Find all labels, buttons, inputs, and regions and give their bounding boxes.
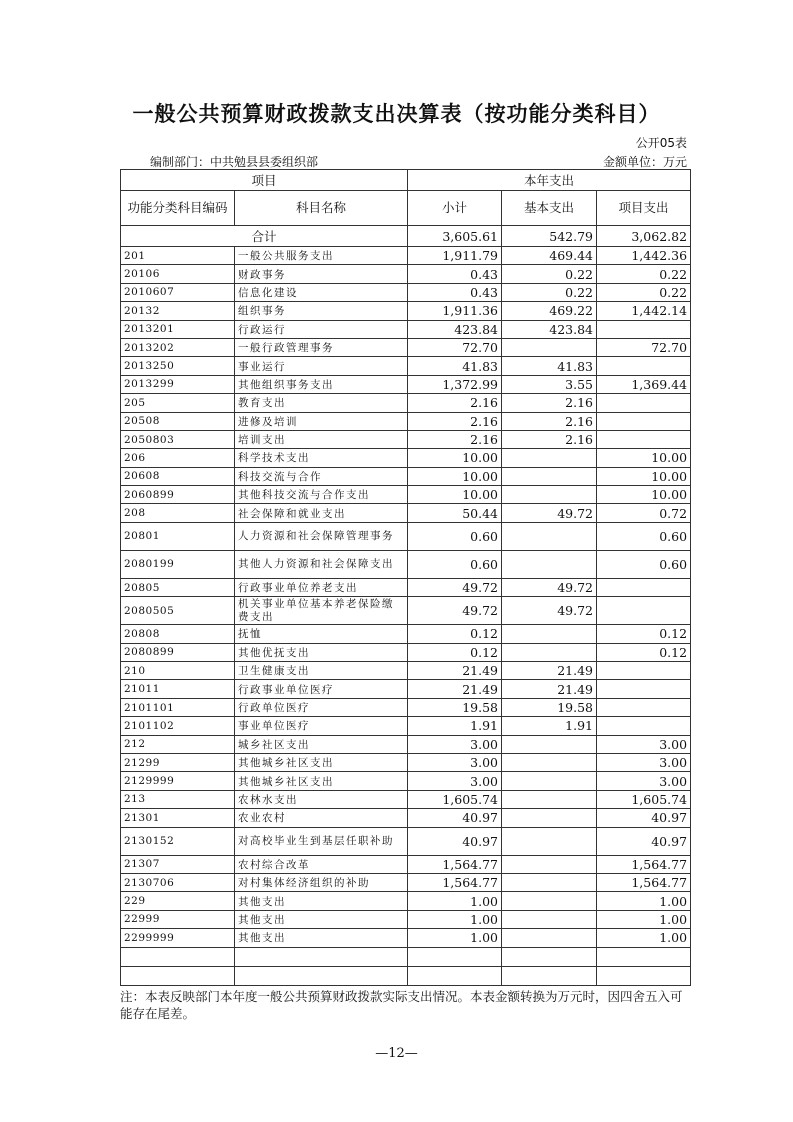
row-code: 2013201 [121, 320, 235, 338]
row-name: 一般公共服务支出 [235, 247, 408, 265]
row-name: 其他科技交流与合作支出 [235, 486, 408, 504]
row-project: 1,564.77 [597, 855, 691, 873]
row-project [597, 394, 691, 412]
row-basic: 3.55 [502, 375, 597, 393]
row-subtotal: 0.60 [408, 522, 502, 550]
column-header-subtotal: 小计 [408, 191, 502, 226]
blank-cell [502, 966, 597, 985]
row-name: 机关事业单位基本养老保险缴费支出 [235, 597, 408, 625]
row-name: 社会保障和就业支出 [235, 504, 408, 522]
row-project: 0.12 [597, 625, 691, 643]
table-row [121, 338, 691, 356]
row-subtotal: 21.49 [408, 680, 502, 698]
row-code: 20132 [121, 302, 235, 320]
row-basic [502, 790, 597, 808]
total-row [121, 226, 691, 247]
row-name: 行政单位医疗 [235, 698, 408, 716]
row-basic: 49.72 [502, 578, 597, 596]
blank-row [121, 947, 691, 966]
row-code: 20106 [121, 265, 235, 283]
table-row [121, 855, 691, 873]
row-project: 72.70 [597, 338, 691, 356]
row-code: 21307 [121, 855, 235, 873]
row-basic [502, 929, 597, 947]
table-row [121, 578, 691, 596]
table-row [121, 698, 691, 716]
row-basic [502, 735, 597, 753]
organization-label: 编制部门：中共勉县县委组织部 [150, 155, 319, 169]
row-project: 0.72 [597, 504, 691, 522]
row-name: 其他城乡社区支出 [235, 772, 408, 790]
row-code: 208 [121, 504, 235, 522]
row-name: 行政事业单位养老支出 [235, 578, 408, 596]
row-basic: 2.16 [502, 412, 597, 430]
table-row [121, 430, 691, 448]
row-project [597, 412, 691, 430]
table-row [121, 357, 691, 375]
row-code: 213 [121, 790, 235, 808]
table-row [121, 394, 691, 412]
row-code: 2101101 [121, 698, 235, 716]
row-name: 一般行政管理事务 [235, 338, 408, 356]
row-name: 城乡社区支出 [235, 735, 408, 753]
row-basic: 21.49 [502, 680, 597, 698]
row-subtotal: 3.00 [408, 735, 502, 753]
row-name: 科技交流与合作 [235, 467, 408, 485]
table-row [121, 753, 691, 771]
row-code: 206 [121, 449, 235, 467]
unit-label: 金额单位：万元 [602, 155, 687, 169]
row-subtotal: 1.91 [408, 717, 502, 735]
row-code: 20805 [121, 578, 235, 596]
row-basic [502, 550, 597, 578]
table-row [121, 809, 691, 827]
row-code: 2130152 [121, 827, 235, 855]
row-name: 组织事务 [235, 302, 408, 320]
row-name: 事业运行 [235, 357, 408, 375]
table-row [121, 486, 691, 504]
row-name: 其他支出 [235, 910, 408, 928]
row-name: 科学技术支出 [235, 449, 408, 467]
row-subtotal: 10.00 [408, 486, 502, 504]
column-header-basic: 基本支出 [502, 191, 597, 226]
row-subtotal: 2.16 [408, 430, 502, 448]
row-project [597, 662, 691, 680]
blank-cell [597, 966, 691, 985]
row-subtotal: 1.00 [408, 929, 502, 947]
row-code: 210 [121, 662, 235, 680]
row-subtotal: 1,911.79 [408, 247, 502, 265]
row-name: 人力资源和社会保障管理事务 [235, 522, 408, 550]
row-project: 1.00 [597, 892, 691, 910]
table-row [121, 265, 691, 283]
table-row [121, 929, 691, 947]
row-basic: 469.44 [502, 247, 597, 265]
row-name: 农林水支出 [235, 790, 408, 808]
blank-cell [235, 966, 408, 985]
table-row [121, 375, 691, 393]
row-basic: 41.83 [502, 357, 597, 375]
row-name: 其他城乡社区支出 [235, 753, 408, 771]
row-code: 2130706 [121, 873, 235, 891]
row-project [597, 357, 691, 375]
row-subtotal: 0.43 [408, 283, 502, 301]
row-name: 信息化建设 [235, 283, 408, 301]
row-code: 205 [121, 394, 235, 412]
row-project [597, 430, 691, 448]
row-code: 2013202 [121, 338, 235, 356]
row-code: 2060899 [121, 486, 235, 504]
table-row [121, 283, 691, 301]
row-code: 20808 [121, 625, 235, 643]
row-basic [502, 625, 597, 643]
row-project: 10.00 [597, 467, 691, 485]
row-project: 3.00 [597, 772, 691, 790]
row-name: 其他支出 [235, 929, 408, 947]
row-name: 其他优抚支出 [235, 643, 408, 661]
row-name: 抚恤 [235, 625, 408, 643]
row-project: 10.00 [597, 449, 691, 467]
row-project: 0.22 [597, 265, 691, 283]
row-basic [502, 827, 597, 855]
row-code: 22999 [121, 910, 235, 928]
table-row [121, 643, 691, 661]
table-row [121, 772, 691, 790]
row-project [597, 680, 691, 698]
row-code: 20608 [121, 467, 235, 485]
row-name: 卫生健康支出 [235, 662, 408, 680]
row-subtotal: 1,605.74 [408, 790, 502, 808]
row-name: 其他人力资源和社会保障支出 [235, 550, 408, 578]
row-name: 培训支出 [235, 430, 408, 448]
row-name: 行政事业单位医疗 [235, 680, 408, 698]
row-project: 0.60 [597, 522, 691, 550]
row-basic [502, 753, 597, 771]
row-name: 农村综合改革 [235, 855, 408, 873]
row-subtotal: 72.70 [408, 338, 502, 356]
table-row [121, 302, 691, 320]
row-subtotal: 2.16 [408, 394, 502, 412]
row-code: 2010607 [121, 283, 235, 301]
table-row [121, 717, 691, 735]
table-row [121, 504, 691, 522]
row-code: 2101102 [121, 717, 235, 735]
row-basic: 0.22 [502, 283, 597, 301]
row-project [597, 597, 691, 625]
row-subtotal: 50.44 [408, 504, 502, 522]
row-basic [502, 449, 597, 467]
row-subtotal: 1.00 [408, 910, 502, 928]
row-subtotal: 0.12 [408, 643, 502, 661]
row-project: 3.00 [597, 735, 691, 753]
row-project: 1,605.74 [597, 790, 691, 808]
table-row [121, 892, 691, 910]
row-basic: 469.22 [502, 302, 597, 320]
row-name: 进修及培训 [235, 412, 408, 430]
row-project: 1,564.77 [597, 873, 691, 891]
row-name: 财政事务 [235, 265, 408, 283]
row-basic: 423.84 [502, 320, 597, 338]
row-subtotal: 41.83 [408, 357, 502, 375]
row-project [597, 320, 691, 338]
row-code: 21299 [121, 753, 235, 771]
table-row [121, 873, 691, 891]
row-subtotal: 1,564.77 [408, 855, 502, 873]
table-row [121, 467, 691, 485]
table-row [121, 320, 691, 338]
table-row [121, 625, 691, 643]
row-basic: 49.72 [502, 504, 597, 522]
blank-cell [502, 947, 597, 966]
page-number: —12— [375, 1046, 418, 1061]
row-code: 20508 [121, 412, 235, 430]
row-subtotal: 1,911.36 [408, 302, 502, 320]
form-code: 公开05表 [635, 136, 687, 150]
row-code: 2013299 [121, 375, 235, 393]
row-project: 40.97 [597, 809, 691, 827]
row-name: 农业农村 [235, 809, 408, 827]
blank-cell [408, 966, 502, 985]
row-basic: 1.91 [502, 717, 597, 735]
row-basic [502, 522, 597, 550]
table-row [121, 597, 691, 625]
row-project [597, 717, 691, 735]
table-row [121, 550, 691, 578]
row-basic [502, 467, 597, 485]
column-header-project: 项目支出 [597, 191, 691, 226]
row-project: 1.00 [597, 929, 691, 947]
row-subtotal: 0.60 [408, 550, 502, 578]
page-title: 一般公共预算财政拨款支出决算表（按功能分类科目） [132, 102, 661, 126]
row-subtotal: 2.16 [408, 412, 502, 430]
row-project: 1,369.44 [597, 375, 691, 393]
row-subtotal: 49.72 [408, 578, 502, 596]
total-label: 合计 [121, 226, 408, 247]
table-row [121, 827, 691, 855]
header-group-row [121, 170, 691, 191]
table-row [121, 680, 691, 698]
row-code: 212 [121, 735, 235, 753]
row-project: 40.97 [597, 827, 691, 855]
row-project: 1,442.36 [597, 247, 691, 265]
row-subtotal: 21.49 [408, 662, 502, 680]
table-row [121, 662, 691, 680]
table-row [121, 522, 691, 550]
row-basic: 21.49 [502, 662, 597, 680]
row-basic [502, 643, 597, 661]
table-row [121, 790, 691, 808]
row-name: 行政运行 [235, 320, 408, 338]
row-basic: 2.16 [502, 394, 597, 412]
row-code: 2299999 [121, 929, 235, 947]
row-subtotal: 1,564.77 [408, 873, 502, 891]
row-basic [502, 338, 597, 356]
total-basic: 542.79 [502, 226, 597, 247]
table-row [121, 735, 691, 753]
header-expense-group: 本年支出 [408, 170, 691, 191]
row-code: 2129999 [121, 772, 235, 790]
column-header-name: 科目名称 [235, 191, 408, 226]
row-basic: 0.22 [502, 265, 597, 283]
row-project: 3.00 [597, 753, 691, 771]
row-project: 0.22 [597, 283, 691, 301]
row-project [597, 698, 691, 716]
row-project: 0.60 [597, 550, 691, 578]
footnote: 注：本表反映部门本年度一般公共预算财政拨款实际支出情况。本表金额转换为万元时，因四舍五入可能存在尾差。 [120, 989, 683, 1021]
row-name: 对村集体经济组织的补助 [235, 873, 408, 891]
row-subtotal: 1,372.99 [408, 375, 502, 393]
row-name: 事业单位医疗 [235, 717, 408, 735]
row-subtotal: 0.12 [408, 625, 502, 643]
row-code: 21011 [121, 680, 235, 698]
row-code: 201 [121, 247, 235, 265]
blank-cell [235, 947, 408, 966]
row-code: 2080505 [121, 597, 235, 625]
header-column-row [121, 191, 691, 226]
row-subtotal: 3.00 [408, 753, 502, 771]
row-basic: 2.16 [502, 430, 597, 448]
total-subtotal: 3,605.61 [408, 226, 502, 247]
row-basic [502, 772, 597, 790]
header-item-group: 项目 [121, 170, 408, 191]
row-name: 其他组织事务支出 [235, 375, 408, 393]
row-basic [502, 855, 597, 873]
row-subtotal: 423.84 [408, 320, 502, 338]
row-basic: 49.72 [502, 597, 597, 625]
row-subtotal: 3.00 [408, 772, 502, 790]
row-code: 2080199 [121, 550, 235, 578]
total-project: 3,062.82 [597, 226, 691, 247]
row-subtotal: 10.00 [408, 449, 502, 467]
row-code: 2013250 [121, 357, 235, 375]
table-row [121, 910, 691, 928]
blank-cell [597, 947, 691, 966]
row-code: 2080899 [121, 643, 235, 661]
row-name: 对高校毕业生到基层任职补助 [235, 827, 408, 855]
row-basic [502, 910, 597, 928]
row-basic [502, 486, 597, 504]
blank-cell [121, 966, 235, 985]
row-basic: 19.58 [502, 698, 597, 716]
row-subtotal: 40.97 [408, 827, 502, 855]
row-subtotal: 0.43 [408, 265, 502, 283]
row-basic [502, 892, 597, 910]
table-row [121, 247, 691, 265]
blank-cell [121, 947, 235, 966]
row-code: 21301 [121, 809, 235, 827]
row-code: 2050803 [121, 430, 235, 448]
row-name: 其他支出 [235, 892, 408, 910]
blank-row [121, 966, 691, 985]
row-project [597, 578, 691, 596]
row-code: 20801 [121, 522, 235, 550]
row-code: 229 [121, 892, 235, 910]
blank-cell [408, 947, 502, 966]
table-row [121, 449, 691, 467]
row-project: 0.12 [597, 643, 691, 661]
column-header-code: 功能分类科目编码 [121, 191, 235, 226]
expenditure-table [120, 169, 691, 986]
table-row [121, 412, 691, 430]
row-project: 1,442.14 [597, 302, 691, 320]
row-subtotal: 49.72 [408, 597, 502, 625]
row-subtotal: 1.00 [408, 892, 502, 910]
row-basic [502, 873, 597, 891]
row-subtotal: 40.97 [408, 809, 502, 827]
row-subtotal: 10.00 [408, 467, 502, 485]
row-name: 教育支出 [235, 394, 408, 412]
row-project: 10.00 [597, 486, 691, 504]
row-subtotal: 19.58 [408, 698, 502, 716]
row-project: 1.00 [597, 910, 691, 928]
row-basic [502, 809, 597, 827]
